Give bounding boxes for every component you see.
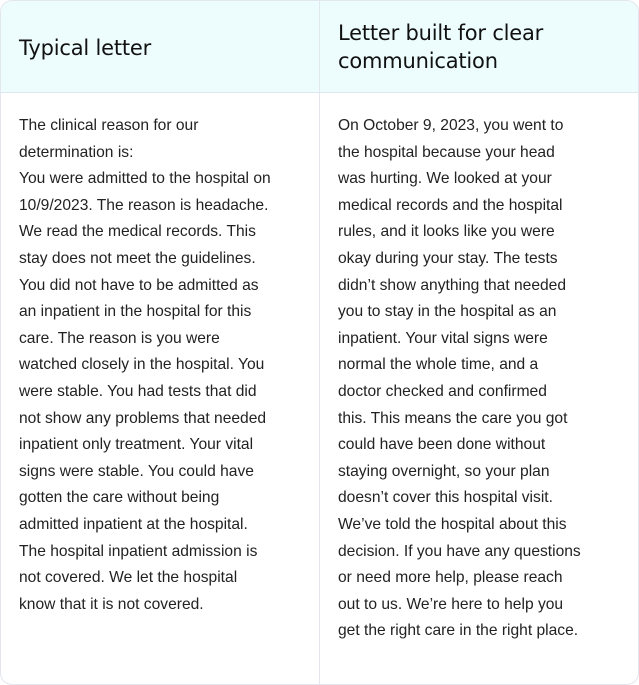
typical-letter-text: The clinical reason for our determination is: You were admitted to the hospital on 10/9/2023. The reason is headache. We read the medical records. This stay does not meet the guidelines. You did not have to be admitted as an inpatient in the hospital for this care. The reason is you were watched closely in the hospital. You were stable. You had tests that did not show any problems that needed inpatient only treatment. Your vital signs were stable. You could have gotten the care without being admitted inpatient at the hospital. The hospital inpatient admission is not covered. We let the hospital know that it is not covered. — [1, 93, 320, 684]
column-header-typical-letter — [1, 1, 320, 93]
column-header-clear-letter — [320, 1, 638, 93]
column-header-label: Letter built for clear communication — [338, 20, 544, 73]
clear-letter-text: On October 9, 2023, you went to the hospital because your head was hurting. We looked at your medical records and the hospital rules, and it looks like you were okay during your stay. The tests didn’t show anything that needed you to stay in the hospital as an inpatient. Your vital signs were normal the whole time, and a doctor checked and confirmed this. This means the care you got could have been done without staying overnight, so your plan doesn’t cover this hospital visit. We’ve told the hospital about this decision. If you have any questions or need more help, please reach out to us. We’re here to help you get the right care in the right place. — [338, 117, 581, 640]
column-header-label: Typical letter — [19, 35, 152, 60]
